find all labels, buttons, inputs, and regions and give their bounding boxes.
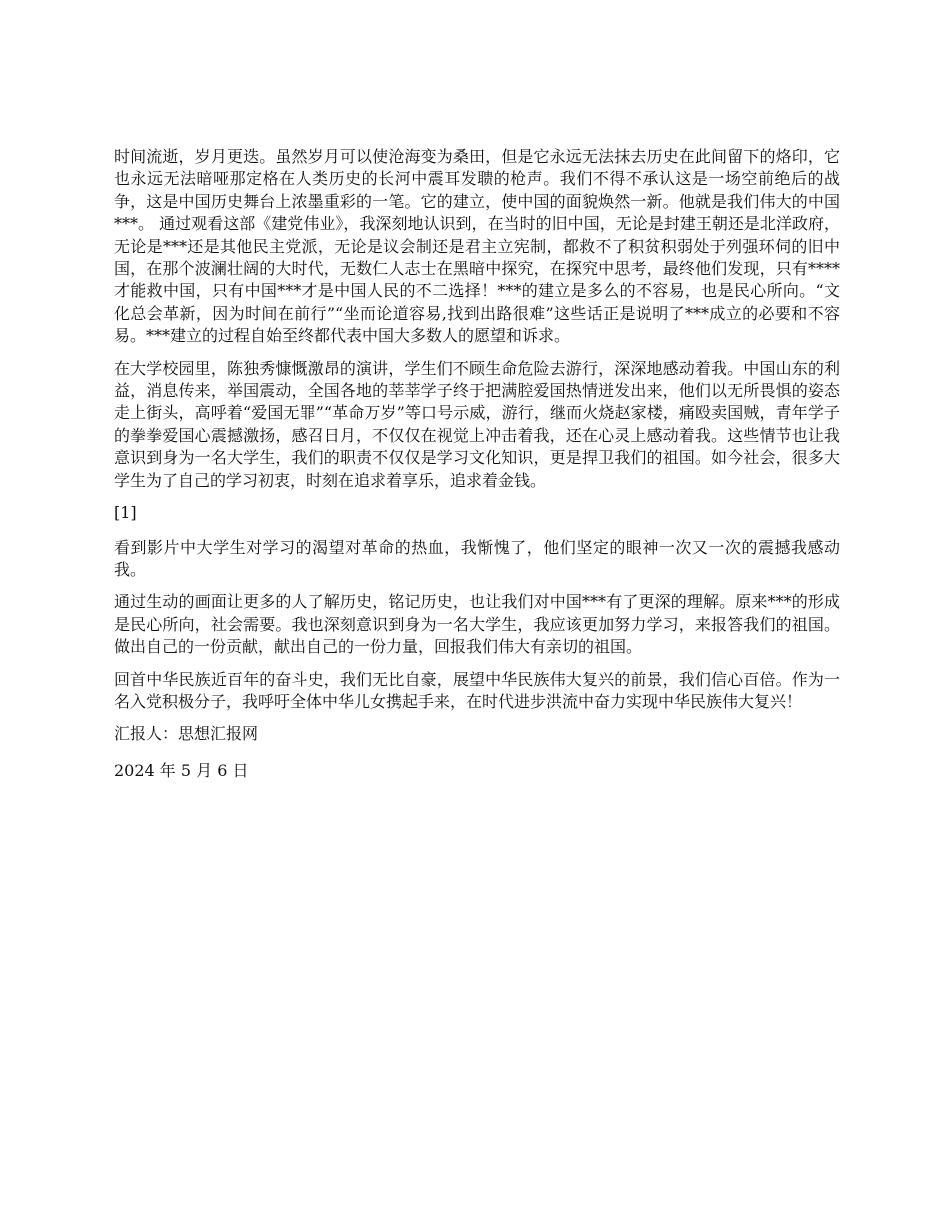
paragraph-1: 时间流逝，岁月更迭。虽然岁月可以使沧海变为桑田，但是它永远无法抹去历史在此间留下的烙印，它也永远无法暗哑那定格在人类历史的长河中震耳发聩的枪声。我们不得不承认这是一场空前绝后的战争，这是中国历史舞台上浓墨重彩的一笔。它的建立，使中国的面貌焕然一新。他就是我们伟大的中国***。 通过观看这部《建党伟业》，我深刻地认识到，在当时的旧中国，无论是封建王朝还是北洋政府，无论是***还是其他民主党派，无论是议会制还是君主立宪制，都救不了积贫积弱处于列强环伺的旧中国，在那个波澜壮阔的大时代，无数仁人志士在黑暗中探究，在探究中思考，最终他们发现，只有****才能救中国，只有中国***才是中国人民的不二选择！***的建立是多么的不容易，也是民心所向。“文化总会革新，因为时间在前行”“坐而论道容易,找到出路很难”这些话正是说明了***成立的必要和不容易。***建立的过程自始至终都代表中国大多数人的愿望和诉求。	[114, 147, 840, 346]
paragraph-2: 在大学校园里，陈独秀慷慨激昂的演讲，学生们不顾生命危险去游行，深深地感动着我。中国山东的利益，消息传来，举国震动，全国各地的莘莘学子终于把满腔爱国热情迸发出来，他们以无所畏惧的姿态走上街头，高呼着“爱国无罪”“革命万岁”等口号示威，游行，继而火烧赵家楼，痛殴卖国贼，青年学子的拳拳爱国心震撼激扬，感召日月，不仅仅在视觉上冲击着我，还在心灵上感动着我。这些情节也让我意识到身为一名大学生，我们的职责不仅仅是学习文化知识，更是捍卫我们的祖国。如今社会，很多大学生为了自己的学习初衷，时刻在追求着享乐，追求着金钱。	[114, 358, 840, 490]
date: 2024 年 5 月 6 日	[114, 760, 249, 780]
paragraph-4: 通过生动的画面让更多的人了解历史，铭记历史，也让我们对中国***有了更深的理解。原来***的形成是民心所向，社会需要。我也深刻意识到身为一名大学生，我应该更加努力学习，来报答我们的祖国。做出自己的一份贡献，献出自己的一份力量，回报我们伟大有亲切的祖国。	[114, 592, 840, 657]
paragraph-3: 看到影片中大学生对学习的渴望对革命的热血，我惭愧了，他们坚定的眼神一次又一次的震撼我感动我。	[114, 537, 840, 579]
paragraph-5: 回首中华民族近百年的奋斗史，我们无比自豪，展望中华民族伟大复兴的前景，我们信心百倍。作为一名入党积极分子，我呼吁全体中华儿女携起手来，在时代进步洪流中奋力实现中华民族伟大复兴！	[114, 669, 840, 711]
signature: 汇报人：思想汇报网	[114, 724, 259, 744]
document-body	[114, 146, 840, 792]
reference-marker: [1]	[114, 503, 137, 523]
